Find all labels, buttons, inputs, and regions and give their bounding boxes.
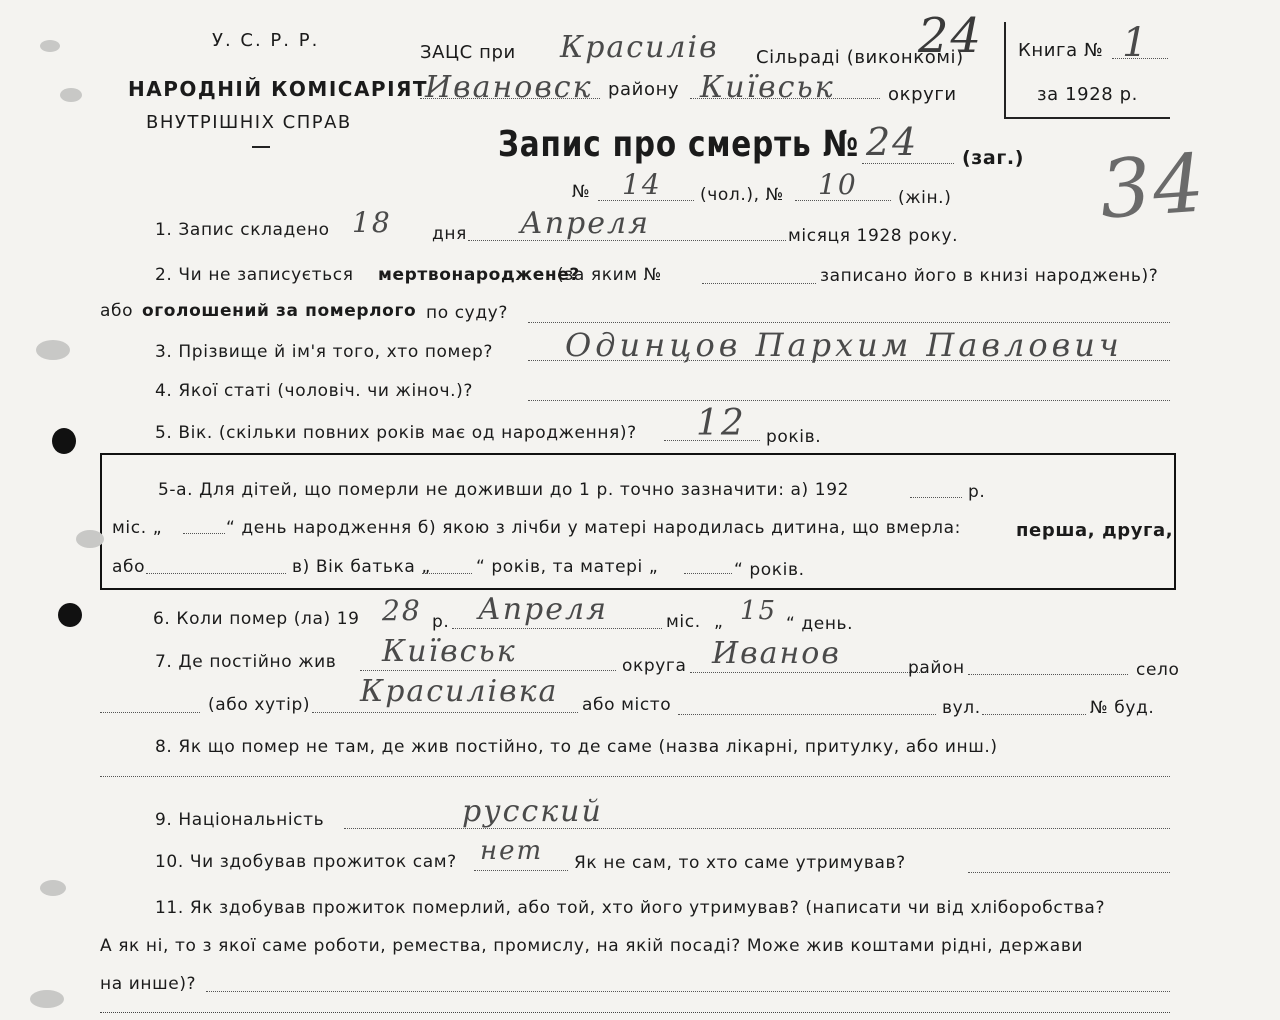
book-number-handwritten: 1 — [1122, 20, 1150, 66]
item7-pre-khutir-line — [100, 712, 200, 713]
margin-note-handwritten: 34 — [1096, 136, 1209, 237]
republic-label: У. С. Р. Р. — [212, 30, 320, 51]
item7-raion-line — [690, 672, 926, 673]
item9-nationality-handwritten: русский — [462, 794, 603, 829]
okrug-handwritten: Київськ — [700, 70, 835, 105]
item5a-line3-pre: або — [112, 557, 146, 577]
item5-line — [664, 440, 760, 441]
item5-age-handwritten: 12 — [696, 403, 746, 444]
item11-line3: на инше)? — [100, 974, 197, 994]
male-count-line — [598, 200, 694, 201]
department-label: ВНУТРІШНІХ СПРАВ — [146, 112, 352, 133]
okrug-label: округи — [888, 84, 957, 105]
item5-label: 5. Вік. (скільки повних років має од народження)? — [155, 423, 637, 443]
item7-okrug-label: округа — [622, 656, 687, 676]
item5a-line2-bold: перша, друга, — [1016, 520, 1174, 541]
item5a-line2-pre: міс. „ — [112, 518, 163, 538]
item2-part4: або — [100, 301, 134, 321]
item3-name-handwritten: Одинцов Пархим Павлович — [565, 326, 1123, 364]
record-number-handwritten: 24 — [866, 120, 919, 164]
item2-number-line — [702, 283, 816, 284]
item7-misto-label: або місто — [582, 695, 672, 715]
item5a-line1: 5-а. Для дітей, що померли не доживши до 1 р. точно зазначити: а) 192 — [158, 480, 850, 500]
item2-bold-declared: оголошений за померлого — [142, 301, 417, 321]
book-box-left-rule — [1004, 22, 1006, 117]
item5a-father-label: в) Вік батька „ — [292, 557, 431, 577]
item11-line — [206, 991, 1170, 992]
item7-khutir-line — [312, 712, 578, 713]
item2-part2: (за яким № — [557, 265, 662, 285]
item5a-mother-line — [684, 573, 732, 574]
item7-bud-label: № буд. — [1090, 698, 1155, 718]
item5a-month-line — [183, 533, 225, 534]
item1-month-handwritten: Апреля — [520, 206, 650, 241]
district-line — [420, 98, 600, 99]
item7-label: 7. Де постійно жив — [155, 652, 337, 672]
item10-line — [474, 870, 568, 871]
margin-smudge-2 — [60, 88, 82, 102]
female-count-line — [795, 200, 891, 201]
item6-year-handwritten: 28 — [382, 594, 422, 627]
commissariat-label: НАРОДНІЙ КОМІСАРІЯТ — [128, 77, 429, 101]
margin-smudge-5 — [40, 880, 66, 896]
margin-smudge-4 — [76, 530, 104, 548]
item2-court-line — [528, 322, 1170, 323]
item2-part3: записано його в книзі народжень)? — [820, 266, 1159, 286]
punch-hole-upper — [52, 428, 76, 454]
female-count-handwritten: 10 — [818, 168, 858, 201]
item1-day-handwritten: 18 — [352, 206, 392, 239]
item6-year-label: р. — [432, 612, 450, 632]
item2-part5: по суду? — [426, 303, 508, 323]
zags-council-label: Сільраді (виконкомі) — [756, 47, 964, 68]
item10-tail-line — [968, 872, 1170, 873]
record-number-line — [862, 163, 954, 164]
item7-vul-label: вул. — [942, 698, 981, 718]
item5a-tail: “ років. — [734, 560, 805, 580]
item5a-line2: “ день народження б) якою з лічби у матері народилась дитина, що вмерла: — [226, 518, 961, 538]
item2-part1: 2. Чи не записується — [155, 265, 354, 285]
item6-month-line — [452, 628, 662, 629]
female-label: (жін.) — [898, 188, 952, 208]
male-label: (чол.), № — [700, 185, 784, 205]
item6-label: 6. Коли помер (ла) 19 — [153, 609, 360, 629]
item7-khutir-handwritten: Красилівка — [360, 674, 559, 709]
record-title: Запис про смерть № — [498, 124, 859, 165]
male-count-handwritten: 14 — [622, 168, 662, 201]
item10-value-handwritten: нет — [480, 836, 544, 866]
item6-day-label: “ день. — [786, 614, 854, 634]
header-dash — [252, 146, 270, 148]
item6-day-pre: „ — [714, 612, 724, 632]
item5a-other-line — [146, 573, 286, 574]
item7-selo-label: село — [1136, 660, 1180, 680]
sub-no-label: № — [572, 182, 591, 202]
district-handwritten: Ивановск — [425, 70, 593, 105]
book-box-bottom-rule — [1004, 117, 1170, 119]
item1-label: 1. Запис складено — [155, 220, 330, 240]
item3-label: 3. Прізвище й ім'я того, хто помер? — [155, 342, 494, 362]
item7-vul-line — [982, 714, 1086, 715]
item7-misto-line — [678, 714, 936, 715]
book-year: за 1928 р. — [1037, 84, 1139, 105]
zags-village-handwritten: Красилів — [560, 30, 719, 65]
item6-month-handwritten: Апреля — [478, 592, 608, 627]
item7-khutir-label: (або хутір) — [208, 695, 311, 715]
zags-prefix: ЗАЦС при — [420, 42, 516, 63]
record-suffix: (заг.) — [962, 147, 1024, 169]
item7-okrug-line — [360, 670, 616, 671]
item7-okrug-handwritten: Київськ — [382, 634, 517, 669]
book-label: Книга № — [1018, 40, 1104, 61]
item10-tail: Як не сам, то хто саме утримував? — [574, 853, 906, 873]
item2-bold-stillborn: мертвонароджене? — [378, 265, 580, 285]
item4-line — [528, 400, 1170, 401]
item7-raion-handwritten: Иванов — [712, 636, 841, 671]
item1-day-label: дня — [432, 224, 467, 244]
punch-hole-lower — [58, 603, 82, 627]
okrug-line — [690, 98, 880, 99]
top-number-handwritten: 24 — [918, 8, 984, 64]
item5a-mother-label: “ років, та матері „ — [476, 557, 659, 577]
margin-smudge-3 — [36, 340, 70, 360]
item8-label: 8. Як що помер не там, де жив постійно, то де саме (назва лікарні, притулку, або инш.) — [155, 737, 998, 757]
bottom-rule — [100, 1012, 1170, 1013]
item5-tail: років. — [766, 427, 822, 447]
item7-selo-line — [968, 674, 1128, 675]
book-number-line — [1112, 58, 1168, 59]
item9-label: 9. Національність — [155, 810, 325, 830]
margin-smudge-1 — [40, 40, 60, 52]
item4-label: 4. Якої статі (чоловіч. чи жіноч.)? — [155, 381, 474, 401]
item11-line1: 11. Як здобував прожиток померлий, або той, хто його утримував? (написати чи від хліборобства? — [155, 898, 1106, 918]
item11-line2: А як ні, то з якої саме роботи, ремества, промислу, на якій посаді? Може жив коштами рідні, держави — [100, 936, 1084, 956]
item8-line — [100, 776, 1170, 777]
item6-month-label: міс. — [666, 612, 701, 632]
item5a-line1-tail: р. — [968, 482, 986, 502]
item5a-father-line — [422, 573, 472, 574]
item5a-year-line — [910, 497, 962, 498]
item1-tail: місяця 1928 року. — [788, 226, 959, 246]
district-label: району — [608, 79, 680, 100]
item7-raion-label: район — [908, 658, 965, 678]
item10-label: 10. Чи здобував прожиток сам? — [155, 852, 457, 872]
margin-smudge-6 — [30, 990, 64, 1008]
item6-day-handwritten: 15 — [740, 596, 778, 626]
